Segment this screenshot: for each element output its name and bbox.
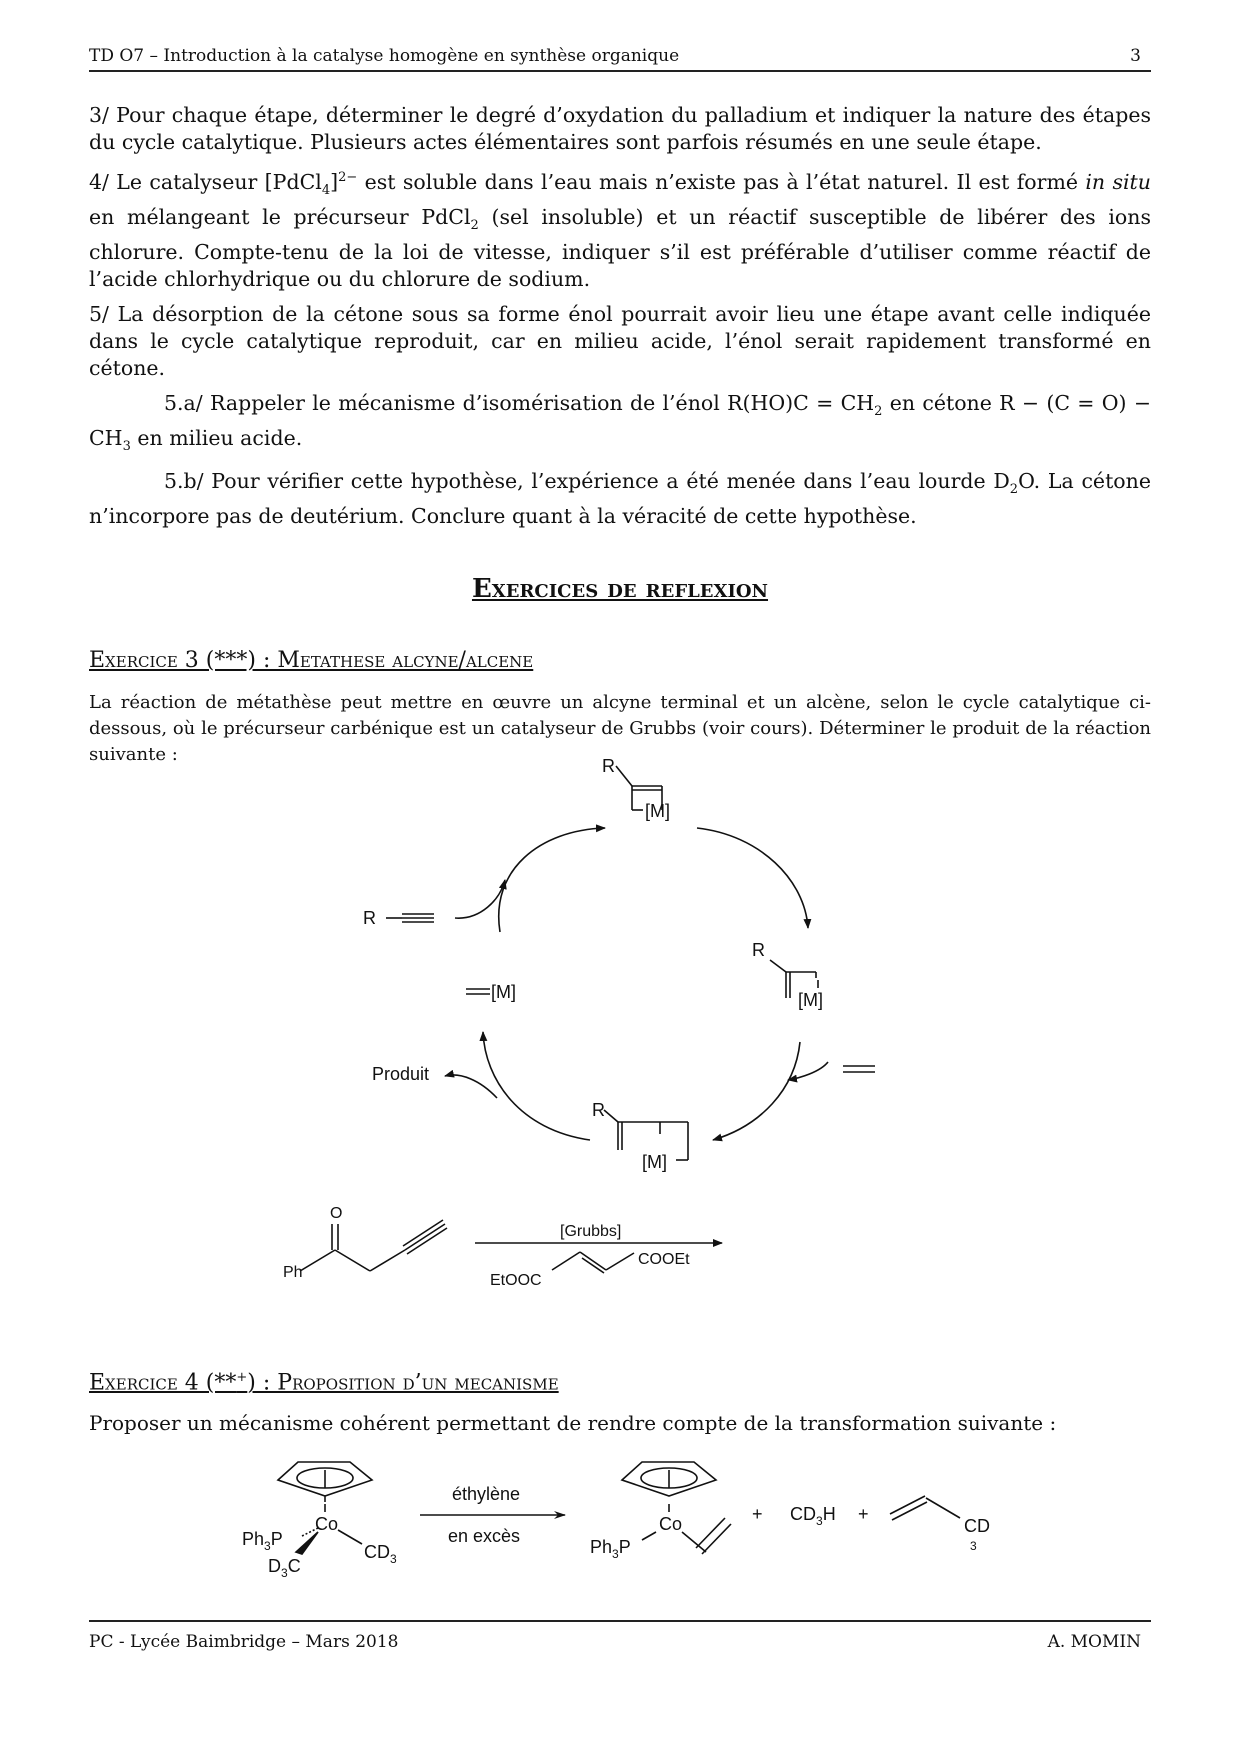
label-r-bottom: R: [592, 1100, 605, 1120]
exercise-3-text: La réaction de métathèse peut mettre en œuvre un alcyne terminal et un alcène, selon le cycle catalytique ci-dessous, où le précurseur carbénique est un catalyseur de Grubbs (voir cours). Déterminer le produit de la réaction suivante :: [89, 692, 1151, 765]
label-plus-1: +: [752, 1504, 763, 1524]
label-ph: Ph: [283, 1264, 303, 1281]
label-grubbs: [Grubbs]: [560, 1223, 622, 1240]
exercise-4-text: Proposer un mécanisme cohérent permettant de rendre compte de la transformation suivante :: [89, 1411, 1057, 1435]
questions-block: [89, 102, 1151, 538]
cycle-arrow-bottom-right: [713, 1042, 800, 1140]
label-cd3-left: $CD_3$: [364, 1542, 397, 1566]
ethylene-entry-arrow: [788, 1062, 828, 1080]
label-co-right: Co: [659, 1514, 683, 1534]
label-etooc: EtOOC: [490, 1272, 542, 1289]
label-cd3h: $CD_3H$: [790, 1504, 836, 1528]
footer-left: PC - Lycée Baimbridge – Mars 2018: [89, 1632, 399, 1652]
label-m-bottom: [M]: [642, 1152, 667, 1172]
question-4: 4/ Le catalyseur [PdCl$_4$]$^{2-}$ est soluble dans l’eau mais n’existe pas à l’état naturel. Il est formé in situ en mélangeant le précurseur PdCl$_2$ (sel insoluble) et un réactif susceptible de libérer des ions chlorure. Compte-tenu de la loi de vitesse, indiquer s’il est préférable d’utiliser comme réactif de l’acide chlorhydrique ou du chlorure de sodium.: [89, 169, 1151, 292]
product-exit-arrow: [445, 1075, 497, 1098]
page-footer: [89, 1620, 1151, 1662]
page-number: 3: [1130, 46, 1141, 66]
label-r-top: R: [602, 756, 615, 776]
question-3: 3/ Pour chaque étape, déterminer le degré d’oxydation du palladium et indiquer la nature des étapes du cycle catalytique. Plusieurs actes élémentaires sont parfois résumés en une seule étape.: [89, 103, 1151, 154]
cobalt-mechanism-diagram: [0, 1440, 1240, 1610]
question-5a: 5.a/ Rappeler le mécanisme d’isomérisation de l’énol $R(HO)C = CH_2$ en cétone $R - (C = O) - CH_3$ en milieu acide.: [89, 391, 1151, 455]
section-title: Exercices de reflexion: [471, 574, 769, 604]
label-m-top: [M]: [645, 801, 670, 821]
label-cd3-propene: CD: [964, 1516, 990, 1536]
alkyne-entry-arrow: [455, 880, 505, 918]
label-exces: en excès: [448, 1526, 521, 1546]
label-co-left: Co: [315, 1514, 339, 1534]
label-m-left: [M]: [491, 982, 516, 1002]
question-5b: 5.b/ Pour vérifier cette hypothèse, l’expérience a été menée dans l’eau lourde $D_2O$. La cétone n’incorpore pas de deutérium. Conclure quant à la véracité de cette hypothèse.: [89, 469, 1151, 529]
label-r-right: R: [752, 940, 765, 960]
label-m-right: [M]: [798, 990, 823, 1010]
exercise-4-title: Exercice 4 (**+) : Proposition d’un mecanisme: [89, 1370, 559, 1396]
label-produit: Produit: [372, 1064, 430, 1084]
label-cooet: COOEt: [638, 1251, 690, 1268]
label-ethylene: éthylène: [452, 1484, 521, 1504]
label-ph3p-left: $Ph_3P$: [242, 1529, 283, 1553]
label-d3c: $D_3C$: [268, 1556, 301, 1580]
label-r-alkyne: R: [363, 908, 376, 928]
label-o: O: [330, 1205, 343, 1222]
cycle-arrow-top-right: [697, 828, 808, 928]
label-ph3p-right: $Ph_3P$: [590, 1537, 631, 1561]
cycle-arrow-top-left: [499, 828, 605, 932]
footer-author: A. MOMIN: [1047, 1632, 1141, 1652]
exercise-3-title: Exercice 3 (***) : Metathese alcyne/alcene: [89, 648, 534, 673]
cycle-arrow-bottom-left: [483, 1032, 590, 1140]
label-cd3-propene-sub: 3: [970, 1539, 977, 1553]
label-plus-2: +: [858, 1504, 869, 1524]
question-5: 5/ La désorption de la cétone sous sa forme énol pourrait avoir lieu une étape avant celle indiquée dans le cycle catalytique reproduit, car en milieu acide, l’énol serait rapidement transformé en cétone.: [89, 302, 1151, 381]
header-title: TD O7 – Introduction à la catalyse homogène en synthèse organique: [89, 46, 680, 66]
metathesis-cycle-diagram: [0, 750, 1240, 1320]
page-header: [89, 42, 1151, 72]
